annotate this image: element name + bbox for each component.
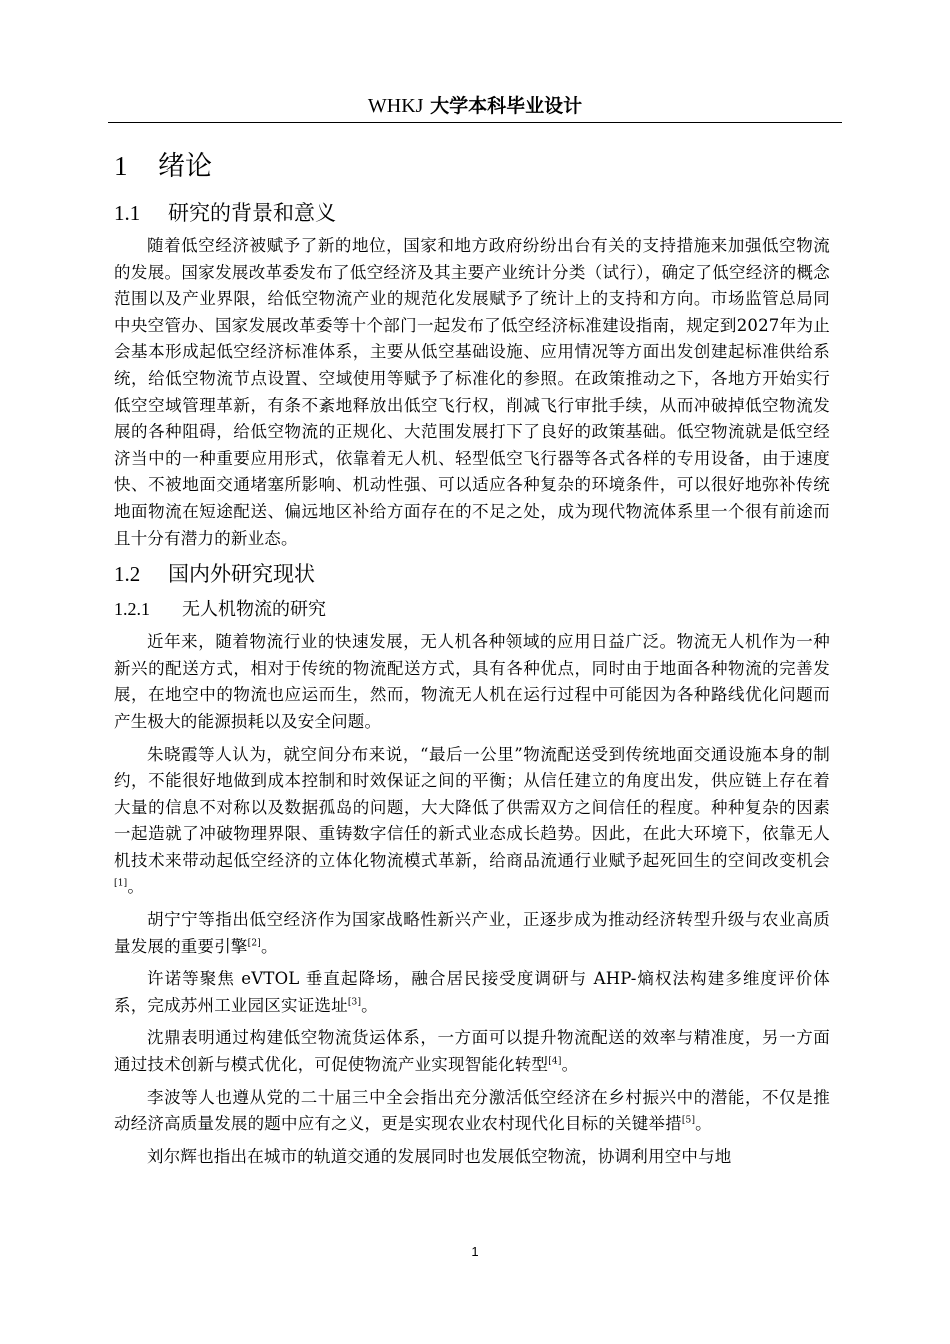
subsection-number: 1.2.1 <box>114 599 150 620</box>
header-title: 大学本科毕业设计 <box>430 95 583 117</box>
section-number: 1.2 <box>114 562 141 587</box>
chapter-number: 1 <box>114 151 128 181</box>
citation-1[interactable]: [1] <box>114 878 128 889</box>
paragraph-hu <box>114 907 830 960</box>
header-prefix: WHKJ <box>367 95 424 117</box>
subsection-heading-1-2-1 <box>114 594 830 625</box>
subsection-title: 无人机物流的研究 <box>182 599 326 621</box>
section-title: 研究的背景和意义 <box>168 201 336 225</box>
citation-4[interactable]: [4] <box>548 1056 562 1067</box>
header-rule <box>108 122 842 123</box>
section-heading-1-2 <box>114 558 830 590</box>
paragraph-zhu <box>114 742 830 902</box>
paragraph-liu: 刘尔辉也指出在城市的轨道交通的发展同时也发展低空物流，协调利用空中与地 <box>147 1146 732 1166</box>
running-header <box>108 92 842 120</box>
period: 。 <box>695 1114 712 1134</box>
paragraph-text: 朱晓霞等人认为，就空间分布来说，“最后一公里”物流配送受到传统地面交通设施本身的制约，不能很好地做到成本控制和时效保证之间的平衡；从信任建立的角度出发，供应链上存在着大量的信息不对称以及数据孤岛的问题，大大降低了供需双方之间信任的程度。种种复杂的因素一起造就了冲破物理界限、重铸数字信任的新式业态成长趋势。因此，在此大环境下，依靠无人机技术来带动起低空经济的立体化物流模式革新，给商品流通行业赋予起死回生的空间改变机会 <box>114 744 830 870</box>
paragraph-shen <box>114 1025 830 1078</box>
paragraph-text: 李波等人也遵从党的二十届三中全会指出充分激活低空经济在乡村振兴中的潜能，不仅是推动经济高质量发展的题中应有之义，更是实现农业农村现代化目标的关键举措 <box>114 1087 830 1134</box>
section-heading-1-1 <box>114 197 830 229</box>
paragraph-background: 随着低空经济被赋予了新的地位，国家和地方政府纷纷出台有关的支持措施来加强低空物流的发展。国家发展改革委发布了低空经济及其主要产业统计分类（试行），确定了低空经济的概念范围以及产业界限，给低空物流产业的规范化发展赋予了统计上的支持和方向。市场监管总局同中央空管办、国家发展改革委等十个部门一起发布了低空经济标准建设指南，规定到2027年为止会基本形成起低空经济标准体系，主要从低空基础设施、应用情况等方面出发创建起标准供给系统，给低空物流节点设置、空域使用等赋予了标准化的参照。在政策推动之下，各地方开始实行低空空域管理革新，有条不紊地释放出低空飞行权，削减飞行审批手续，从而冲破掉低空物流发展的各种阻碍，给低空物流的正规化、大范围发展打下了良好的政策基础。低空物流就是低空经济当中的一种重要应用形式，依靠着无人机、轻型低空飞行器等各式各样的专用设备，由于速度快、不被地面交通堵塞所影响、机动性强、可以适应各种复杂的环境条件，可以很好地弥补传统地面物流在短途配送、偏远地区补给方面存在的不足之处，成为现代物流体系里一个很有前途而且十分有潜力的新业态。 <box>114 236 830 548</box>
citation-2[interactable]: [2] <box>247 938 261 949</box>
page-number: 1 <box>471 1244 479 1259</box>
page-body <box>114 140 830 1170</box>
chapter-title: 绪论 <box>158 151 212 182</box>
paragraph-text: 沈鼎表明通过构建低空物流货运体系，一方面可以提升物流配送的效率与精准度，另一方面通过技术创新与模式优化，可促使物流产业实现智能化转型 <box>114 1028 830 1075</box>
period: 。 <box>561 1055 579 1075</box>
citation-5[interactable]: [5] <box>681 1115 696 1126</box>
period: 。 <box>127 877 145 897</box>
paragraph-xu <box>114 966 830 1019</box>
paragraph-drone-intro: 近年来，随着物流行业的快速发展，无人机各种领域的应用日益广泛。物流无人机作为一种新兴的配送方式，相对于传统的物流配送方式，具有各种优点，同时由于地面各种物流的完善发展，在地空中的物流也应运而生，然而，物流无人机在运行过程中可能因为各种路线优化问题而产生极大的能源损耗以及安全问题。 <box>114 632 830 731</box>
citation-3[interactable]: [3] <box>347 997 362 1008</box>
section-number: 1.1 <box>114 201 141 225</box>
period: 。 <box>361 995 378 1015</box>
paragraph-li <box>114 1085 830 1138</box>
chapter-heading <box>114 146 830 187</box>
section-title: 国内外研究现状 <box>168 562 315 587</box>
paragraph-text: 许诺等聚焦 eVTOL 垂直起降场，融合居民接受度调研与 AHP-熵权法构建多维度评价体系，完成苏州工业园区实证选址 <box>114 969 830 1015</box>
paragraph-text: 胡宁宁等指出低空经济作为国家战略性新兴产业，正逐步成为推动经济转型升级与农业高质量发展的重要引擎 <box>114 910 830 956</box>
period: 。 <box>260 936 278 956</box>
